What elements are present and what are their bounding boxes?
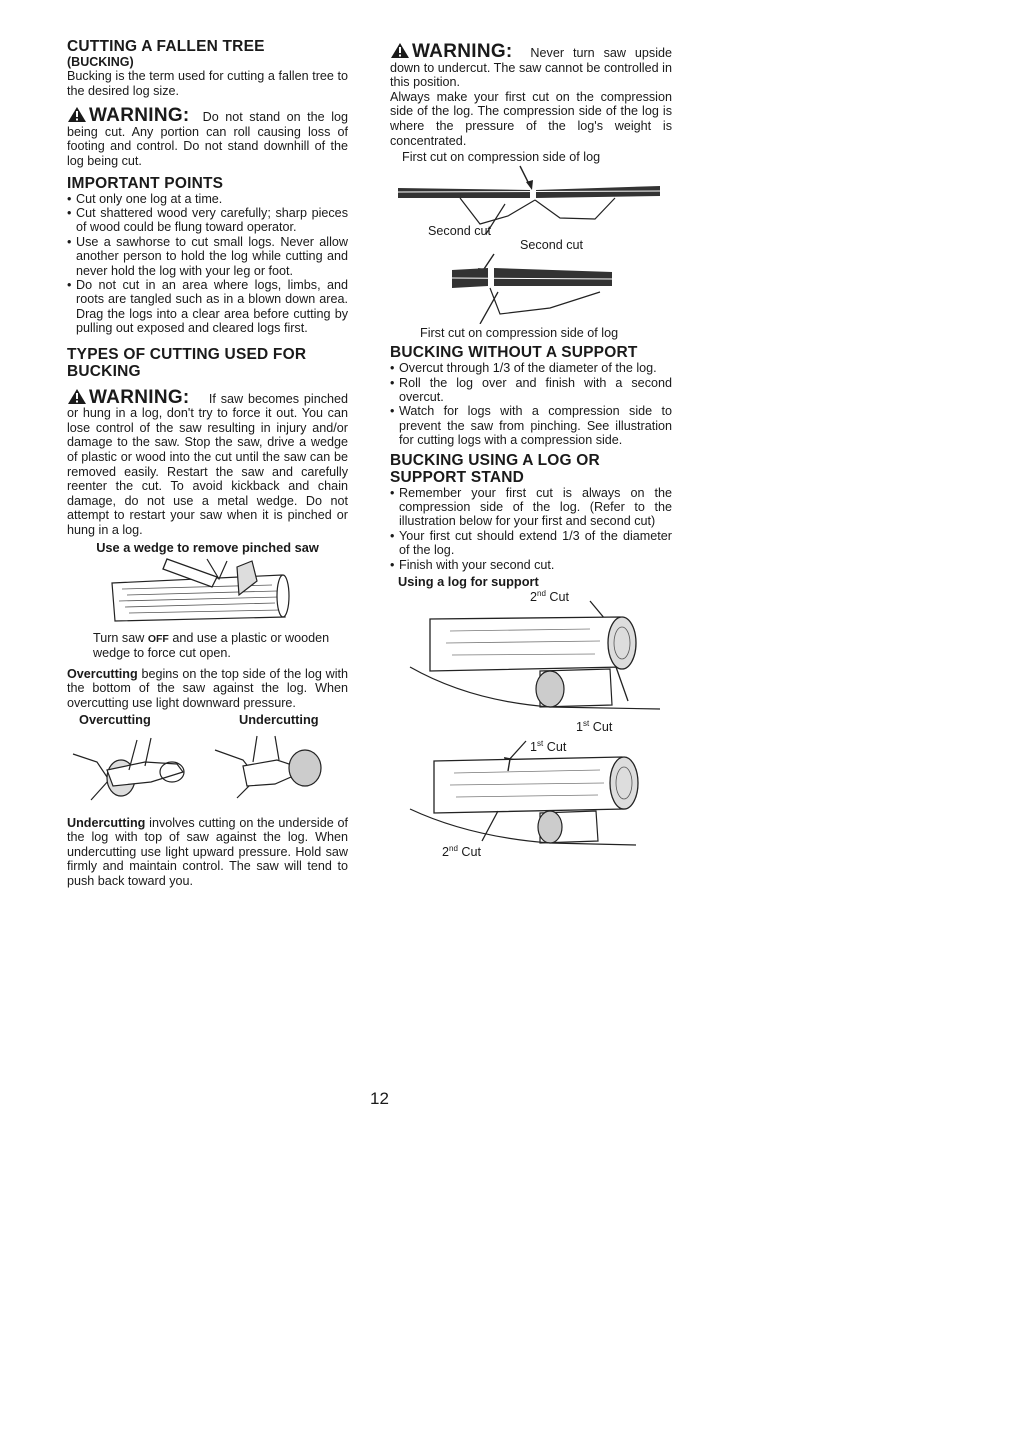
list-item: • Cut shattered wood very carefully; sharp pieces of wood could be flung toward operator. [67, 206, 348, 235]
list-item: • Use a sawhorse to cut small logs. Never allow another person to hold the log while cutting and never hold the log with your leg or foot. [67, 235, 348, 278]
right-column [390, 38, 672, 867]
warning-body: down to undercut. The saw cannot be controlled in this position. [390, 60, 672, 90]
bottom-first-cut-label: 1st Cut [530, 739, 567, 755]
fig2-second-cut-label: Second cut [520, 238, 584, 253]
log-support-heading: BUCKING USING A LOG OR SUPPORT STAND [390, 451, 600, 486]
overcutting-paragraph: Overcutting begins on the top side of the log with the bottom of the saw against the log. When overcutting use light downward pressure. [67, 666, 348, 710]
warning-pinched [67, 388, 348, 538]
important-points-heading: IMPORTANT POINTS [67, 174, 224, 192]
section-subtitle: (BUCKING) [67, 55, 134, 69]
bottom-second-cut-label: 2nd Cut [442, 844, 482, 860]
wedge-caption: Turn saw OFF and use a plastic or wooden wedge to force cut open. [93, 630, 330, 661]
warning-triangle-icon [390, 42, 410, 59]
bucking-intro: Bucking is the term used for cutting a fallen tree to the desired log size. [67, 69, 348, 98]
compression-paragraph: Always make your first cut on the compression side of the log. The compression side of the log is where the pressure of the log's weight is concentrated. [390, 89, 672, 148]
wedge-illustration [67, 555, 348, 625]
without-support-heading: BUCKING WITHOUT A SUPPORT [390, 344, 638, 362]
warning-body: being cut. Any portion can roll causing loss of footing and control. Do not stand downhill of the log being cut. [67, 124, 348, 168]
top-second-cut-label: 2nd Cut [530, 589, 570, 605]
page-number: 12 [370, 1089, 389, 1108]
undercutting-paragraph: Undercutting involves cutting on the underside of the log with top of saw against the log. When undercutting use light upward pressure. Hold saw firmly and maintain control. The saw will tend to push back toward you. [67, 815, 349, 888]
warning-body: pinched or hung in a log, don't try to force it out. You can lose control of the saw resulting in injury and/or damage to the saw. Stop the saw, drive a wedge of plastic or wood into the cut until the saw can be removed easily. Restart the saw and carefully reenter the cut. To avoid kickback and chain damage, do not use a metal wedge. Do not attempt to restart your saw when it is pinched or hung in a log. [67, 391, 349, 537]
fig1-first-cut-label: First cut on compression side of log [402, 150, 601, 165]
fig1-second-cut-label: Second cut [428, 224, 492, 239]
warning-label: WARNING: [89, 105, 190, 127]
section-title: CUTTING A FALLEN TREE [67, 38, 265, 55]
top-first-cut-label: 1st Cut [576, 719, 613, 735]
warning-lead: Do not stand on the log [202, 110, 348, 125]
warning-standing [67, 106, 348, 168]
log-support-bottom-illustration [390, 737, 672, 860]
log-support-illustration-area [390, 589, 672, 867]
list-item: • Cut only one log at a time. [67, 192, 348, 206]
list-item: • Watch for logs with a compression side to prevent the saw from pinching. See illustration for cutting logs with a compression side. [390, 404, 672, 447]
list-item: • Remember your first cut is always on the compression side of the log. (Refer to the illustration below for your first and second cut) [390, 486, 672, 529]
wedge-caption-title: Use a wedge to remove pinched saw [96, 539, 319, 555]
support-caption: Using a log for support [398, 574, 539, 590]
left-column [67, 38, 348, 889]
warning-label: WARNING: [412, 41, 513, 62]
list-item: • Overcut through 1/3 of the diameter of the log. [390, 361, 672, 375]
list-item: • Do not cut in an area where logs, limbs, and roots are tangled such as in a blown down area. Drag the logs into a clear area before cutting by pulling out exposed and cleared logs first. [67, 278, 348, 336]
warning-triangle-icon [67, 388, 87, 405]
cutting-methods-illustration [67, 730, 348, 806]
log-support-top-illustration [390, 597, 672, 717]
warning-upside-down [390, 42, 672, 90]
list-item: • Roll the log over and finish with a second overcut. [390, 376, 672, 405]
important-points-list [67, 192, 348, 336]
without-support-list [390, 361, 672, 447]
warning-triangle-icon [67, 106, 87, 123]
list-item: • Finish with your second cut. [390, 558, 672, 572]
undercutting-label: Undercutting [239, 711, 319, 727]
types-heading: TYPES OF CUTTING USED FOR BUCKING [67, 345, 307, 380]
log-support-list [390, 486, 672, 572]
warning-label: WARNING: [89, 386, 190, 408]
warning-lead: If saw becomes [208, 391, 300, 406]
fig2-first-cut-label: First cut on compression side of log [420, 326, 619, 341]
list-item: • Your first cut should extend 1/3 of the diameter of the log. [390, 529, 672, 558]
compression-bottom-illustration [390, 252, 672, 324]
overcutting-label: Overcutting [79, 711, 151, 727]
warning-lead: Never turn saw upside [530, 46, 672, 60]
